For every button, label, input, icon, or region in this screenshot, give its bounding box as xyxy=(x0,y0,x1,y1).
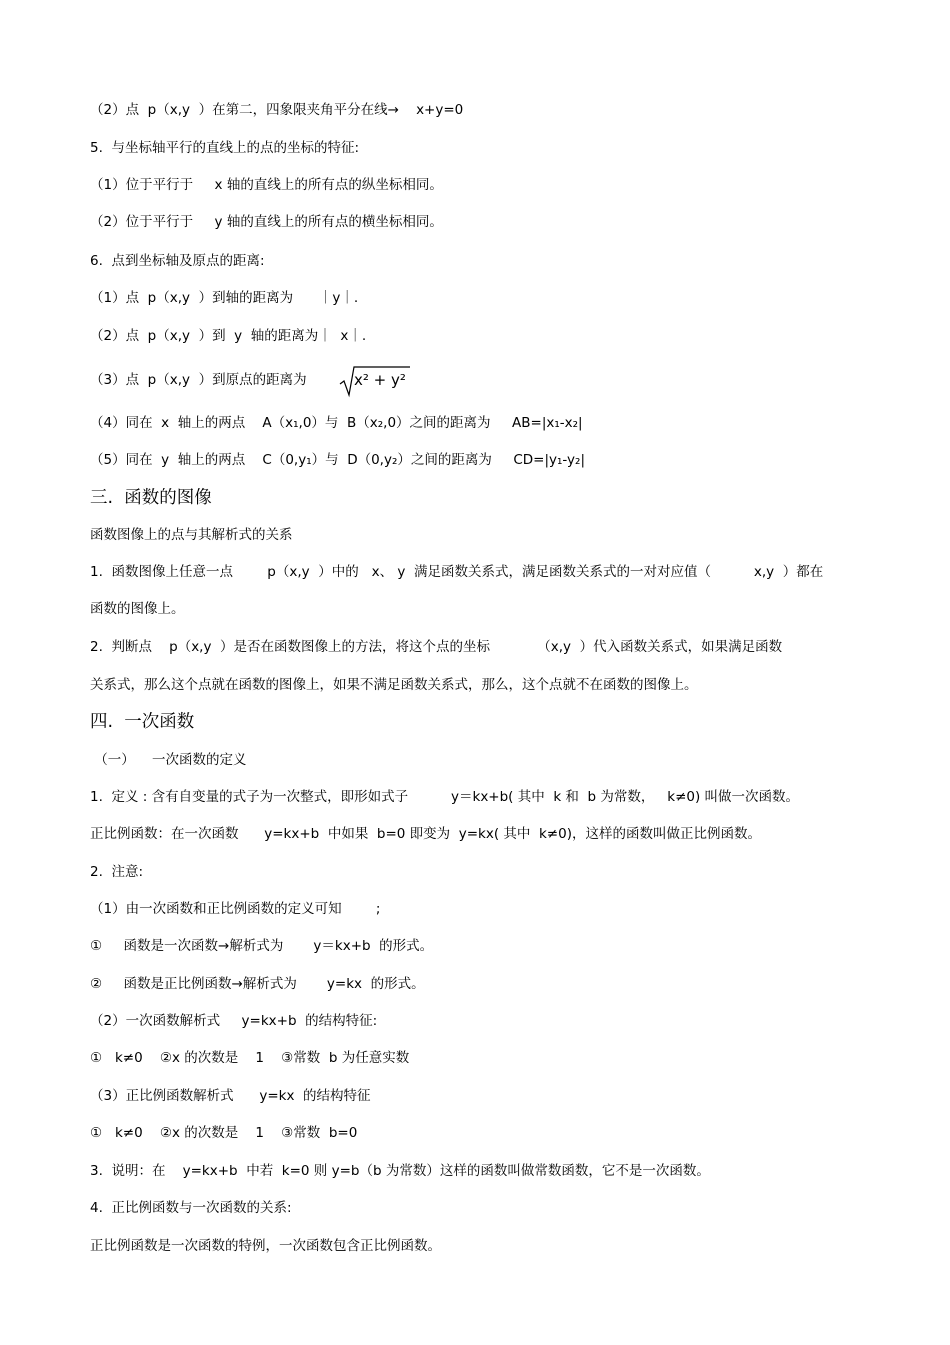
sqrt-expression: x² + y² xyxy=(354,371,406,389)
text-line: ② 函数是正比例函数→解析式为 y=kx 的形式。 xyxy=(90,976,425,992)
text-line: 函数的图像上。 xyxy=(90,601,185,617)
text-line: ① 函数是一次函数→解析式为 y＝kx+b 的形式。 xyxy=(90,938,434,954)
distance-formula xyxy=(338,364,418,398)
text-line: （1）点 p（x,y ）到轴的距离为 ｜y｜. xyxy=(90,290,359,306)
text-line: 正比例函数是一次函数的特例，一次函数包含正比例函数。 xyxy=(90,1238,441,1254)
text-line: 2. 注意: xyxy=(90,864,144,880)
text-line: （1）位于平行于 x 轴的直线上的所有点的纵坐标相同。 xyxy=(90,177,443,193)
text-line: 正比例函数：在一次函数 y=kx+b 中如果 b=0 即变为 y=kx( 其中 k≠0)，这样的函数叫做正比例函数。 xyxy=(90,826,761,842)
text-line: （1）由一次函数和正比例函数的定义可知 ; xyxy=(90,901,381,917)
text-line: （2）位于平行于 y 轴的直线上的所有点的横坐标相同。 xyxy=(90,214,443,230)
chapter-heading: 四. 一次函数 xyxy=(90,712,195,732)
text-line: （4）同在 x 轴上的两点 A（x₁,0）与 B（x₂,0）之间的距离为 AB=|x₁-x₂| xyxy=(90,415,583,431)
text-line: （3）正比例函数解析式 y=kx 的结构特征 xyxy=(90,1088,371,1104)
subheading: 函数图像上的点与其解析式的关系 xyxy=(90,527,293,543)
text-line: （2）点 p（x,y ）在第二，四象限夹角平分在线→ x+y=0 xyxy=(90,102,464,118)
section-heading: 5. 与坐标轴平行的直线上的点的坐标的特征: xyxy=(90,140,360,156)
text-line: 1. 定义 : 含有自变量的式子为一次整式，即形如式子 y＝kx+b( 其中 k 和 b 为常数， k≠0) 叫做一次函数。 xyxy=(90,789,800,805)
text-line: （3）点 p（x,y ）到原点的距离为 xyxy=(90,372,307,388)
text-line: 1. 函数图像上任意一点 p（x,y ）中的 x、 y 满足函数关系式，满足函数关系式的一对对应值（ x,y ）都在 xyxy=(90,564,824,580)
text-line: 关系式，那么这个点就在函数的图像上，如果不满足函数关系式，那么，这个点就不在函数的图像上。 xyxy=(90,677,698,693)
text-line: （2）点 p（x,y ）到 y 轴的距离为｜ x｜. xyxy=(90,328,367,344)
text-line: ① k≠0 ②x 的次数是 1 ③常数 b 为任意实数 xyxy=(90,1050,410,1066)
text-line: ① k≠0 ②x 的次数是 1 ③常数 b=0 xyxy=(90,1125,358,1141)
section-heading: 6. 点到坐标轴及原点的距离: xyxy=(90,253,265,269)
text-line: （2）一次函数解析式 y=kx+b 的结构特征: xyxy=(90,1013,378,1029)
subheading: （一） 一次函数的定义 xyxy=(90,752,247,768)
section-heading: 4. 正比例函数与一次函数的关系: xyxy=(90,1200,292,1216)
text-line: 3. 说明：在 y=kx+b 中若 k=0 则 y=b（b 为常数）这样的函数叫做常数函数，它不是一次函数。 xyxy=(90,1163,710,1179)
chapter-heading: 三. 函数的图像 xyxy=(90,488,212,508)
text-line: （5）同在 y 轴上的两点 C（0,y₁）与 D（0,y₂）之间的距离为 CD=|y₁-y₂| xyxy=(90,452,585,468)
text-line: 2. 判断点 p（x,y ）是否在函数图像上的方法，将这个点的坐标 （x,y ）代入函数关系式，如果满足函数 xyxy=(90,639,783,655)
